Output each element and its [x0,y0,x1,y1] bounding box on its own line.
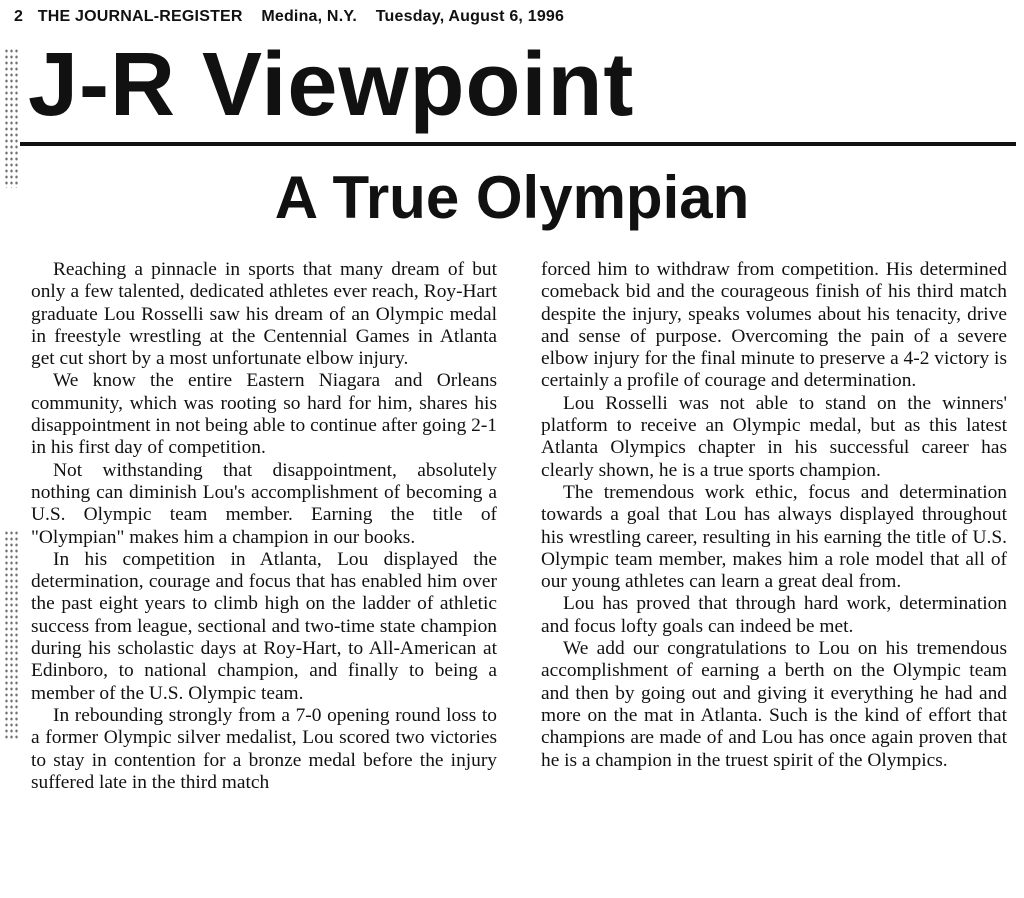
section-masthead: J-R Viewpoint [28,35,635,135]
paragraph: We add our congratulations to Lou on his tremendous accomplishment of earning a berth on the Olympic team and then by going out and giving it everything he had and more on the mat in Atlanta. Such is the kind of effort that champions are made of and Lou has once again proven that he is a champion in the truest spirit of the Olympics. [541,638,1007,771]
paragraph: In his competition in Atlanta, Lou displayed the determination, courage and focus that has enabled him over the past eight years to climb high on the ladder of athletic success from league, sectional and two-time state champion during his scholastic days at Roy-Hart, to All-American at Edinboro, to national champion, and finally to being a member of the U.S. Olympic team. [31,548,497,704]
article-column-left [31,259,497,794]
paragraph: Reaching a pinnacle in sports that many dream of but only a few talented, dedicated athletes ever reach, Roy-Hart graduate Lou Rosselli saw his dream of an Olympic medal in freestyle wrestling at the Centennial Games in Atlanta get cut short by a most unfortunate elbow injury. [31,259,497,370]
dateline-location: Medina, N.Y. [261,8,358,25]
masthead-rule [20,142,1016,146]
paragraph: The tremendous work ethic, focus and determination towards a goal that Lou has always displayed throughout his wrestling career, resulting in his earning the title of U.S. Olympic team member, makes him a role model that all of our young athletes can learn a great deal from. [541,481,1007,593]
dateline-date: Tuesday, August 6, 1996 [375,8,565,25]
page-number: 2 [14,8,24,25]
paragraph: In rebounding strongly from a 7-0 opening round loss to a former Olympic silver medalist, Lou scored two victories to stay in contention for a bronze medal before the injury suffered late in the third match [31,704,497,793]
paragraph: Not withstanding that disappointment, absolutely nothing can diminish Lou's accomplishment of becoming a U.S. Olympic team member. Earning the title of "Olympian" makes him a champion in our books. [31,459,497,548]
article-headline: A True Olympian [274,164,750,231]
article-column-right [541,259,1007,772]
paragraph: Lou has proved that through hard work, determination and focus lofty goals can indeed be met. [541,593,1007,637]
paragraph: We know the entire Eastern Niagara and Orleans community, which was rooting so hard for him, shares his disappointment in not being able to continue after going 2-1 in his first day of competition. [31,370,497,459]
newspaper-name: THE JOURNAL-REGISTER [37,8,243,25]
scan-edge-marks [4,530,18,740]
paragraph: Lou Rosselli was not able to stand on the winners' platform to receive an Olympic medal, but as this latest Atlanta Olympics chapter in his successful career has clearly shown, he is a true sports champion. [541,392,1007,481]
paragraph: forced him to withdraw from competition. His determined comeback bid and the courageous finish of his third match despite the injury, speaks volumes about his tenacity, drive and sense of purpose. Overcoming the pain of a severe elbow injury for the final minute to preserve a 4-2 victory is certainly a profile of courage and determination. [541,259,1007,392]
